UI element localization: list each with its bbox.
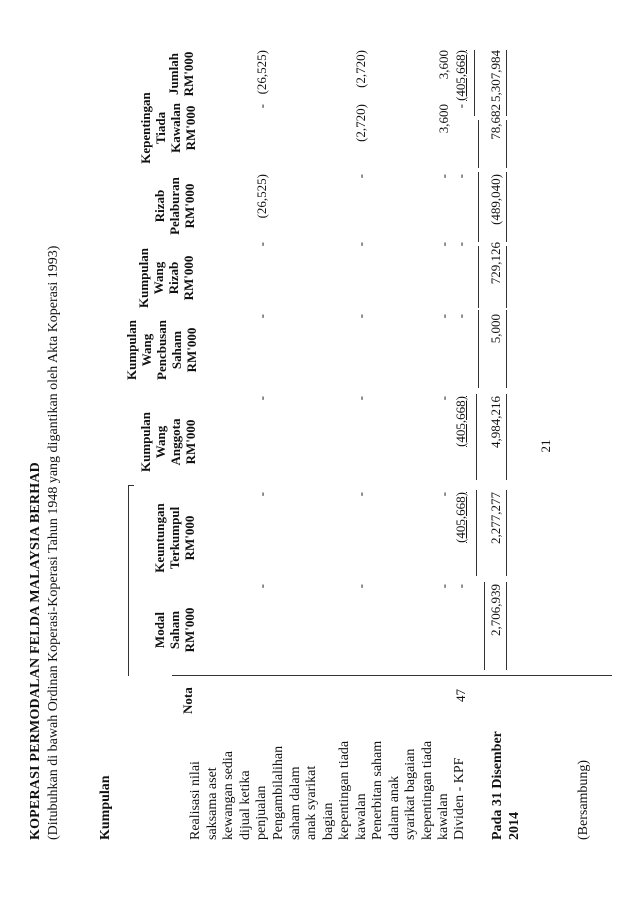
nota-header: Nota [180, 687, 195, 714]
cell: 3,600 [436, 104, 451, 134]
cell: - [353, 584, 368, 589]
cell: - [436, 174, 451, 179]
total-rule-bottom [506, 172, 507, 242]
cell: - [353, 314, 368, 319]
cell-total: 2,277,277 [488, 492, 503, 544]
header-box-top [128, 486, 129, 676]
cell-total: (489,040) [488, 174, 503, 225]
total-rule-bottom [506, 310, 507, 388]
row-label-penerbitan: Penerbitan saham dalam anak syarikat bagaian kepentingan tiada kawalan [370, 740, 451, 840]
cell: (405,668) [453, 492, 468, 543]
total-rule-bottom [506, 490, 507, 576]
cell: - [436, 492, 451, 497]
column-header-kw-anggota: Kumpulan Wang Anggota RM'000 [138, 412, 198, 472]
cell-total: 729,126 [488, 242, 503, 285]
group-label: Kumpulan [98, 775, 113, 840]
total-rule-bottom [506, 582, 507, 670]
total-rule-bottom [506, 394, 507, 480]
cell: (26,525) [254, 50, 269, 95]
cell: - [453, 174, 468, 179]
column-header-kepentingan-tiada-kawalan: Kepentingan Tiada Kawalan RM'000 [138, 92, 198, 164]
total-rule-bottom [506, 246, 507, 308]
total-rule-top [478, 246, 479, 308]
cell: - [254, 584, 269, 589]
column-header-rizab-pelaburan: Rizab Pelaburan RM'000 [152, 177, 197, 235]
cell: (405,668) [453, 50, 468, 101]
cell: - [254, 104, 269, 109]
total-rule-top [476, 490, 477, 576]
column-header-jumlah: Jumlah RM'000 [166, 51, 196, 97]
cell-total: 4,984,216 [488, 396, 503, 448]
row-label-dividen: Dividen - KPF [452, 757, 467, 840]
document-subtitle: (Ditubuhkan di bawah Ordinan Koperasi-Koperasi Tahun 1948 yang digantikan oleh Akta Koperasi 1993) [46, 245, 61, 840]
cell: - [436, 584, 451, 589]
cell: (2,720) [353, 104, 368, 142]
cell: - [436, 242, 451, 247]
document-title: KOPERASI PERMODALAN FELDA MALAYSIA BERHAD [28, 462, 43, 840]
rotated-statement-page [28, 50, 618, 840]
cell-total: 5,307,984 [488, 50, 503, 102]
total-rule-bottom [506, 120, 507, 168]
column-header-keuntungan-terkumpul: Keuntungan Terkumpul RM'000 [152, 503, 197, 573]
column-divider [172, 675, 612, 676]
total-rule-top [478, 310, 479, 388]
column-header-kw-penebusan-saham: Kumpulan Wang Pencbusan Saham RM'000 [124, 320, 199, 380]
total-rule-top [476, 394, 477, 480]
cell: - [254, 396, 269, 401]
cell-total: 78,682 [488, 104, 503, 140]
cell: - [453, 104, 468, 109]
row-label-pengambilalihan: Pengambilalihan saham dalam anak syarikat bagian kepentingan tiada kawalan [271, 740, 369, 840]
cell: - [453, 242, 468, 247]
cell: - [436, 396, 451, 401]
row-label-pada-31-disember: Pada 31 Disember 2014 [490, 731, 522, 840]
cell: - [353, 242, 368, 247]
cell: - [353, 492, 368, 497]
cell: (2,720) [353, 50, 368, 88]
total-rule-top [474, 50, 475, 116]
cell: - [254, 492, 269, 497]
column-header-modal-saham: Modal Saham RM'000 [152, 607, 197, 653]
cell: - [453, 314, 468, 319]
column-header-kw-rizab: Kumpulan Wang Rizab RM'000 [136, 248, 196, 308]
total-rule-top [478, 120, 479, 168]
cell: - [453, 584, 468, 589]
total-rule-top [484, 582, 485, 670]
cell-total: 5,000 [488, 314, 503, 344]
cell: - [436, 314, 451, 319]
total-rule-top [478, 172, 479, 242]
cell: - [254, 242, 269, 247]
cell: (405,668) [453, 396, 468, 447]
cell-total: 2,706,939 [488, 584, 503, 636]
cell: - [353, 174, 368, 179]
total-rule-bottom [506, 50, 507, 116]
cell: - [353, 396, 368, 401]
cell: - [254, 314, 269, 319]
page-number: 21 [538, 439, 553, 453]
continued-label: (Bersambung) [576, 759, 591, 840]
cell: 3,600 [436, 50, 451, 80]
row-label-realisasi: Realisasi nilai saksama aset kewangan sedia dijual ketika penjualan [188, 750, 269, 840]
note-ref: 47 [453, 689, 468, 702]
cell: (26,525) [254, 174, 269, 219]
header-box-right [128, 485, 134, 486]
